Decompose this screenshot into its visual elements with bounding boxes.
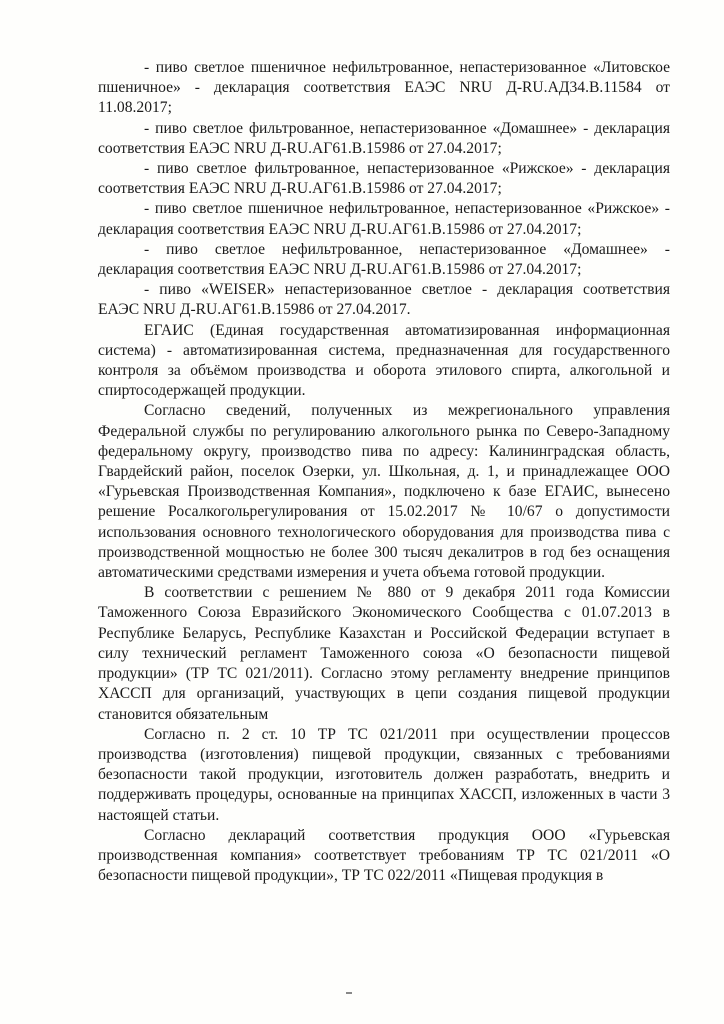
- paragraph-beer-domashnee-filtered: - пиво светлое фильтрованное, непастеризованное «Домашнее» - декларация соответствия ЕАЭС NRU Д-RU.АГ61.В.15986 от 27.04.2017;: [98, 119, 670, 157]
- paragraph-beer-rizhskoe-filtered: - пиво светлое фильтрованное, непастеризованное «Рижское» - декларация соответствия ЕАЭС NRU Д-RU.АГ61.В.15986 от 27.04.2017;: [98, 160, 670, 198]
- paragraph-declarations: Согласно деклараций соответствия продукция ООО «Гурьевская производственная компания» соответствует требованиям ТР ТС 021/2011 «О безопасности пищевой продукции», ТР ТС 022/2011 «Пищевая продукция в: [98, 826, 670, 885]
- paragraph-haccp-decision: В соответствии с решением № 880 от 9 декабря 2011 года Комиссии Таможенного Союза Евразийского Экономического Сообщества с 01.07.2013 в Республике Беларусь, Республике Казахстан и Российской Федерации вступает в силу технический регламент Таможенного союза «О безопасности пищевой продукции» (ТР ТС 021/2011). Согласно этому регламенту внедрение принципов ХАССП для организаций, участвующих в цепи создания пищевой продукции становится обязательным: [98, 584, 670, 723]
- paragraph-beer-domashnee-unfiltered: - пиво светлое нефильтрованное, непастеризованное «Домашнее» - декларация соответствия ЕАЭС NRU Д-RU.АГ61.В.15986 от 27.04.2017;: [98, 240, 670, 279]
- document-body: [98, 58, 670, 886]
- page-mark: [346, 992, 352, 994]
- paragraph-egais-definition: ЕГАИС (Единая государственная автоматизированная информационная система) - автоматизированная система, предназначенная для государственного контроля за объёмом производства и оборота этилового спирта, алкогольной и спиртосодержащей продукции.: [98, 321, 670, 400]
- paragraph-beer-lithuanian: - пиво светлое пшеничное нефильтрованное, непастеризованное «Литовское пшеничное» - декларация соответствия ЕАЭС NRU Д-RU.АД34.В.11584 от 11.08.2017;: [98, 59, 670, 117]
- paragraph-egais-connection: Согласно сведений, полученных из межрегионального управления Федеральной службы по регулированию алкогольного рынка по Северо-Западному федеральному округу, производство пива по адресу: Калининградская область, Гвардейский район, поселок Озерки, ул. Школьная, д. 1, и принадлежащее ООО «Гурьевская Производственная Компания», подключено к базе ЕГАИС, вынесено решение Росалкогольрегулирования от 15.02.2017 № 10/67 о допустимости использования основного технологического оборудования для производства пива с производственной мощностью не более 300 тысяч декалитров в год без оснащения автоматическими средствами измерения и учета объема готовой продукции.: [98, 402, 670, 582]
- paragraph-haccp-procedures: Согласно п. 2 ст. 10 ТР ТС 021/2011 при осуществлении процессов производства (изготовления) пищевой продукции, связанных с требованиями безопасности такой продукции, изготовитель должен разработать, внедрить и поддерживать процедуры, основанные на принципах ХАССП, изложенных в части 3 настоящей статьи.: [98, 725, 670, 824]
- paragraph-beer-rizhskoe-wheat: - пиво светлое пшеничное нефильтрованное, непастеризованное «Рижское» - декларация соответствия ЕАЭС NRU Д-RU.АГ61.В.15986 от 27.04.2017;: [98, 200, 670, 238]
- paragraph-beer-weiser: - пиво «WEISER» непастеризованное светлое - декларация соответствия ЕАЭС NRU Д-RU.АГ61.В.15986 от 27.04.2017.: [98, 281, 670, 319]
